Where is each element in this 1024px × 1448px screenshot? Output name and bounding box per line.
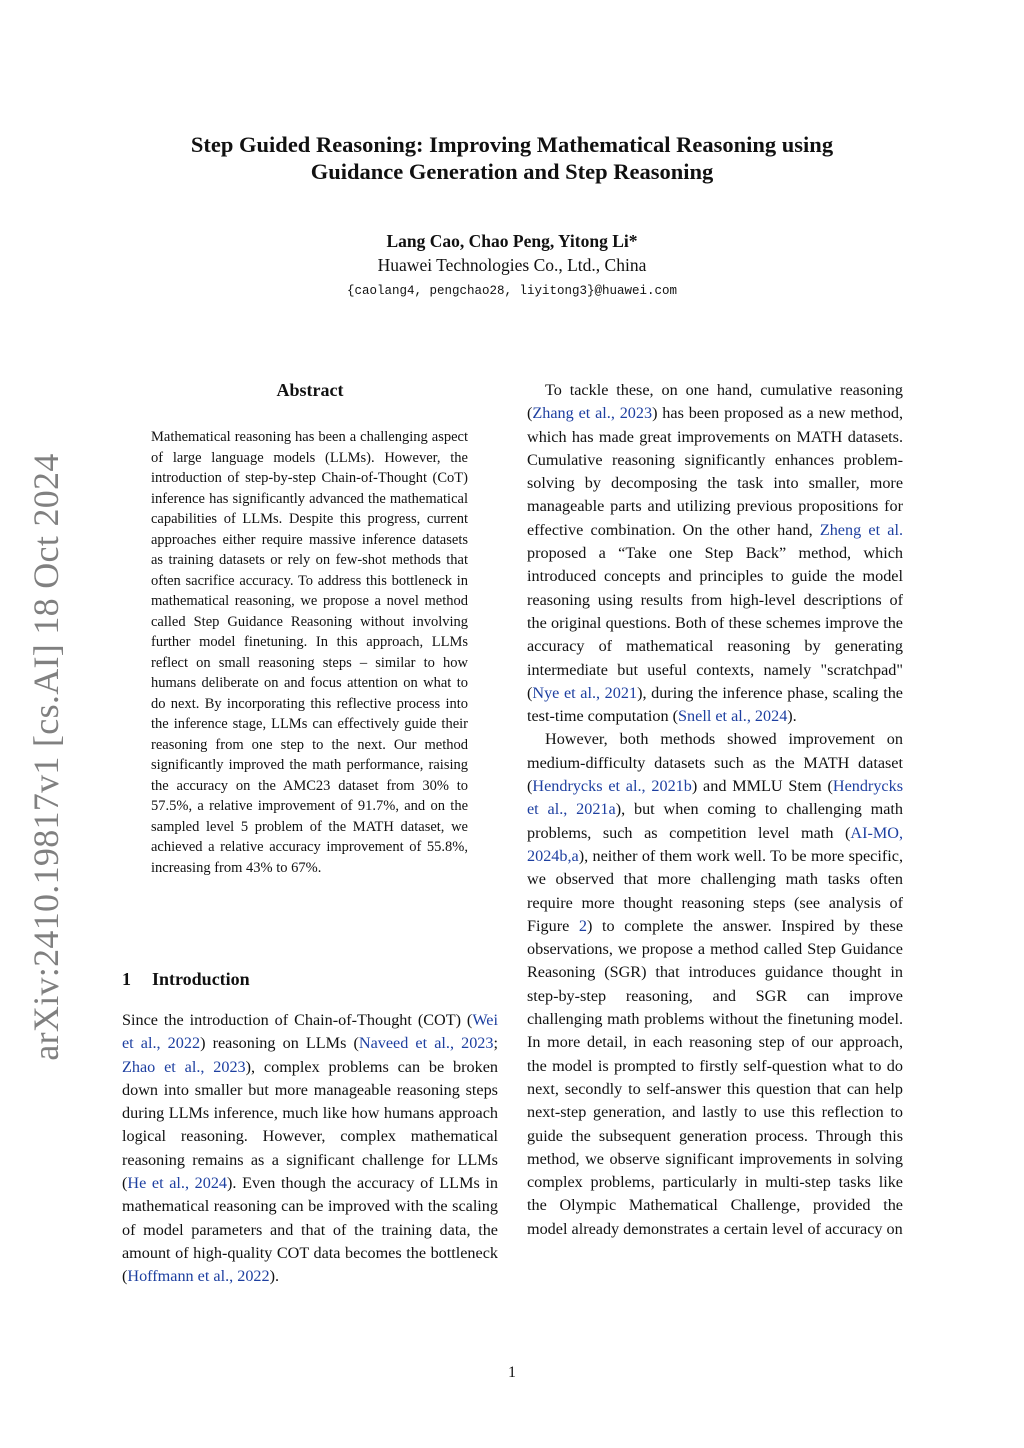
intro-paragraph-2 <box>527 379 903 728</box>
paragraph-text: ), complex problems can be broken down into smaller but more manageable reasoning steps during LLMs inference, much like how humans approach logical reasoning. However, complex mathematical reasoning remains as a significant challenge for LLMs ( <box>122 1057 498 1193</box>
abstract-body <box>151 427 468 878</box>
paragraph-text: ). <box>787 707 797 726</box>
intro-paragraph-1 <box>122 1009 498 1289</box>
page-number: 1 <box>508 1364 516 1381</box>
citation-link[interactable]: Zheng et al. <box>819 520 903 539</box>
introduction-column-right <box>527 379 903 1241</box>
paragraph-text: However, both methods showed improvement on medium-difficulty datasets such as the MATH dataset ( <box>527 730 903 796</box>
abstract-text: Mathematical reasoning has been a challenging aspect of large language models (LLMs). However, the introduction of step-by-step Chain-of-Thought (CoT) inference has significantly advanced the mathematical capabilities of LLMs. Despite this progress, current approaches either require massive inference datasets as training datasets or rely on few-shot methods that often sacrifice accuracy. To address this bottleneck in mathematical reasoning, we propose a novel method called Step Guidance Reasoning without involving further model finetuning. In this approach, LLMs reflect on small reasoning steps – similar to how humans deliberate on and focus attention on what to do next. By incorporating this reflective process into the inference stage, LLMs can effectively guide their reasoning from one step to the next. Our method significantly improved the math performance, raising the accuracy on the AMC23 dataset from 30% to 57.5%, a relative improvement of 91.7%, and on the sampled level 5 problem of the MATH dataset, we achieved a relative accuracy improvement of 55.8%, increasing from 43% to 67%. <box>151 429 468 876</box>
citation-link[interactable]: Hoffmann et al., 2022 <box>127 1267 270 1286</box>
citation-link[interactable]: Naveed et al., 2023 <box>358 1034 494 1053</box>
introduction-column-left <box>122 1009 498 1289</box>
citation-link[interactable]: Zhang et al., 2023 <box>532 404 653 423</box>
citation-link[interactable]: Nye et al., 2021 <box>532 683 638 702</box>
affiliation: Huawei Technologies Co., Ltd., China <box>377 255 647 275</box>
paragraph-text: ), neither of them work well. To be more specific, we observed that more challenging math tasks often require more thought reasoning steps (see analysis of Figure <box>527 846 903 935</box>
citation-link[interactable]: Zhao et al., 2023 <box>122 1057 246 1076</box>
citation-link[interactable]: 2 <box>578 916 587 935</box>
paragraph-text: ) has been proposed as a new method, which has made great improvements on MATH datasets. Cumulative reasoning significantly enhances problem-solving by decomposing the task into smaller, more manageable parts and utilizing previous propositions for effective combination. On the other hand, <box>527 404 904 539</box>
citation-link[interactable]: Hendrycks et al., 2021b <box>532 777 692 796</box>
paragraph-text: ), during the inference phase, scaling the test-time computation ( <box>527 683 903 726</box>
paragraph-text: ). <box>269 1267 280 1286</box>
citation-link[interactable]: Wei et al., 2022 <box>122 1011 498 1053</box>
citation-link[interactable]: Hendrycks et al., 2021a <box>527 777 903 819</box>
paragraph-text: proposed a “Take one Step Back” method, which introduced concepts and principles to guide the model reasoning using results from high-level descriptions of the original questions. Both of these schemes improve the accuracy of mathematical reasoning by generating intermediate but useful contexts, namely "scratchpad" ( <box>527 544 903 702</box>
paragraph-text: ). Even though the accuracy of LLMs in mathematical reasoning can be improved with the scaling of model parameters and that of the training data, the amount of high-quality COT data becomes the bottleneck ( <box>122 1174 498 1286</box>
citation-link[interactable]: He et al., 2024 <box>127 1174 228 1193</box>
paragraph-text: ; <box>493 1034 498 1053</box>
paper-title <box>120 131 904 185</box>
citation-link[interactable]: Snell et al., 2024 <box>678 707 788 726</box>
paragraph-text: ), but when coming to challenging math problems, such as competition level math ( <box>527 800 903 842</box>
section-title: Introduction <box>152 969 250 989</box>
section-heading-introduction <box>122 967 250 991</box>
section-number: 1 <box>122 969 131 989</box>
paper-title-line-2: Guidance Generation and Step Reasoning <box>310 159 714 184</box>
paper-title-line-1: Step Guided Reasoning: Improving Mathematical Reasoning using <box>190 132 834 157</box>
author-list: Lang Cao, Chao Peng, Yitong Li* <box>386 231 638 251</box>
paragraph-text: ) reasoning on LLMs ( <box>200 1034 359 1053</box>
paragraph-text: To tackle these, on one hand, cumulative reasoning ( <box>527 381 903 423</box>
abstract-heading: Abstract <box>276 380 344 400</box>
citation-link[interactable]: AI-MO, 2024b,a <box>527 823 903 865</box>
paragraph-text: ) to complete the answer. Inspired by these observations, we propose a method called Step Guidance Reasoning (SGR) that introduces guidance thought in step-by-step reasoning, and SGR can improve challenging math problems without the finetuning model. In more detail, in each reasoning step of our approach, the model is prompted to firstly self-question what to do next, secondly to self-answer this question that can help next-step generation, and lastly to use this reflection to guide the subsequent generation process. Through this method, we observe significant improvements in solving complex problems, particularly in multi-step tasks like the Olympic Mathematical Challenge, provided the model already demonstrates a certain level of accuracy on <box>527 916 904 1238</box>
author-email: {caolang4, pengchao28, liyitong3}@huawei.com <box>346 284 678 298</box>
paragraph-text: ) and MMLU Stem ( <box>691 777 833 796</box>
arxiv-identifier-stamp: arXiv:2410.19817v1 [cs.AI] 18 Oct 2024 <box>26 453 66 1061</box>
paragraph-text: Since the introduction of Chain-of-Thought (COT) ( <box>122 1011 473 1029</box>
intro-paragraph-3 <box>527 728 903 1241</box>
